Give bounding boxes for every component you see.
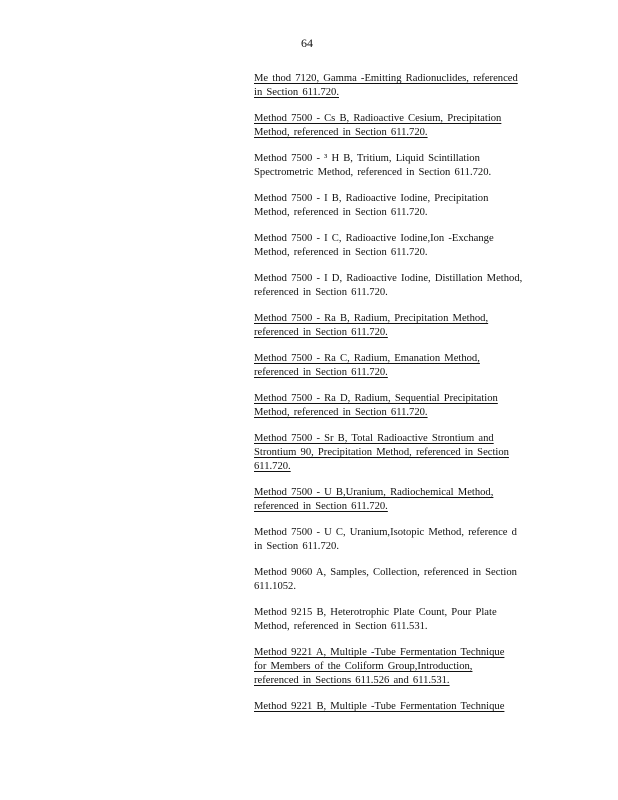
reference-entry-line: Method 7500 - Ra D, Radium, Sequential Precipitation: [254, 393, 498, 404]
reference-entry: [254, 486, 536, 514]
reference-entry: [254, 352, 536, 380]
reference-entry-line: Method 7500 - ³ H B, Tritium, Liquid Scintillation: [254, 153, 480, 164]
reference-entry-line: Method 7500 - I B, Radioactive Iodine, Precipitation: [254, 193, 489, 204]
reference-entry-line: Method 7500 - U C, Uranium,Isotopic Method, reference d: [254, 527, 517, 538]
reference-entry-line: referenced in Section 611.720.: [254, 367, 388, 378]
reference-entry-line: 611.720.: [254, 461, 291, 472]
reference-entry-line: for Members of the Coliform Group,Introduction,: [254, 661, 473, 672]
reference-entry-line: Method, referenced in Section 611.720.: [254, 207, 428, 218]
reference-entry-line: referenced in Sections 611.526 and 611.531.: [254, 675, 450, 686]
reference-entry: [254, 646, 536, 688]
reference-entry: [254, 192, 536, 220]
reference-entry-line: referenced in Section 611.720.: [254, 501, 388, 512]
reference-entry-line: 611.1052.: [254, 581, 296, 592]
reference-entry-line: Method, referenced in Section 611.720.: [254, 247, 428, 258]
reference-entry: [254, 566, 536, 594]
reference-entry-line: Method 9221 A, Multiple -Tube Fermentation Technique: [254, 647, 505, 658]
reference-list: [254, 72, 536, 726]
reference-entry-line: Method, referenced in Section 611.531.: [254, 621, 428, 632]
reference-entry-line: Spectrometric Method, referenced in Section 611.720.: [254, 167, 492, 178]
reference-entry-line: Method 7500 - Ra C, Radium, Emanation Method,: [254, 353, 480, 364]
reference-entry-line: Strontium 90, Precipitation Method, referenced in Section: [254, 447, 509, 458]
reference-entry: [254, 72, 536, 100]
reference-entry: [254, 392, 536, 420]
reference-entry-line: Method 7500 - U B,Uranium, Radiochemical Method,: [254, 487, 494, 498]
reference-entry: [254, 432, 536, 474]
reference-entry: [254, 232, 536, 260]
reference-entry-line: in Section 611.720.: [254, 541, 339, 552]
reference-entry: [254, 312, 536, 340]
reference-entry-line: Method, referenced in Section 611.720.: [254, 407, 428, 418]
page-number: 64: [301, 36, 313, 50]
reference-entry-line: referenced in Section 611.720.: [254, 287, 388, 298]
reference-entry-line: Method 9215 B, Heterotrophic Plate Count, Pour Plate: [254, 607, 497, 618]
reference-entry-line: Method 7500 - I C, Radioactive Iodine,Ion -Exchange: [254, 233, 494, 244]
reference-entry: [254, 272, 536, 300]
reference-entry-line: Method 7500 - Sr B, Total Radioactive Strontium and: [254, 433, 494, 444]
reference-entry-line: Me thod 7120, Gamma -Emitting Radionuclides, referenced: [254, 73, 518, 84]
reference-entry-line: Method 7500 - I D, Radioactive Iodine, Distillation Method,: [254, 273, 523, 284]
reference-entry: [254, 606, 536, 634]
reference-entry-line: Method 9221 B, Multiple -Tube Fermentation Technique: [254, 701, 505, 712]
reference-entry: [254, 152, 536, 180]
reference-entry: [254, 700, 536, 714]
reference-entry-line: in Section 611.720.: [254, 87, 339, 98]
reference-entry-line: Method 7500 - Cs B, Radioactive Cesium, Precipitation: [254, 113, 502, 124]
reference-entry-line: referenced in Section 611.720.: [254, 327, 388, 338]
reference-entry-line: Method, referenced in Section 611.720.: [254, 127, 428, 138]
reference-entry-line: Method 7500 - Ra B, Radium, Precipitation Method,: [254, 313, 489, 324]
reference-entry: [254, 526, 536, 554]
reference-entry: [254, 112, 536, 140]
reference-entry-line: Method 9060 A, Samples, Collection, referenced in Section: [254, 567, 517, 578]
